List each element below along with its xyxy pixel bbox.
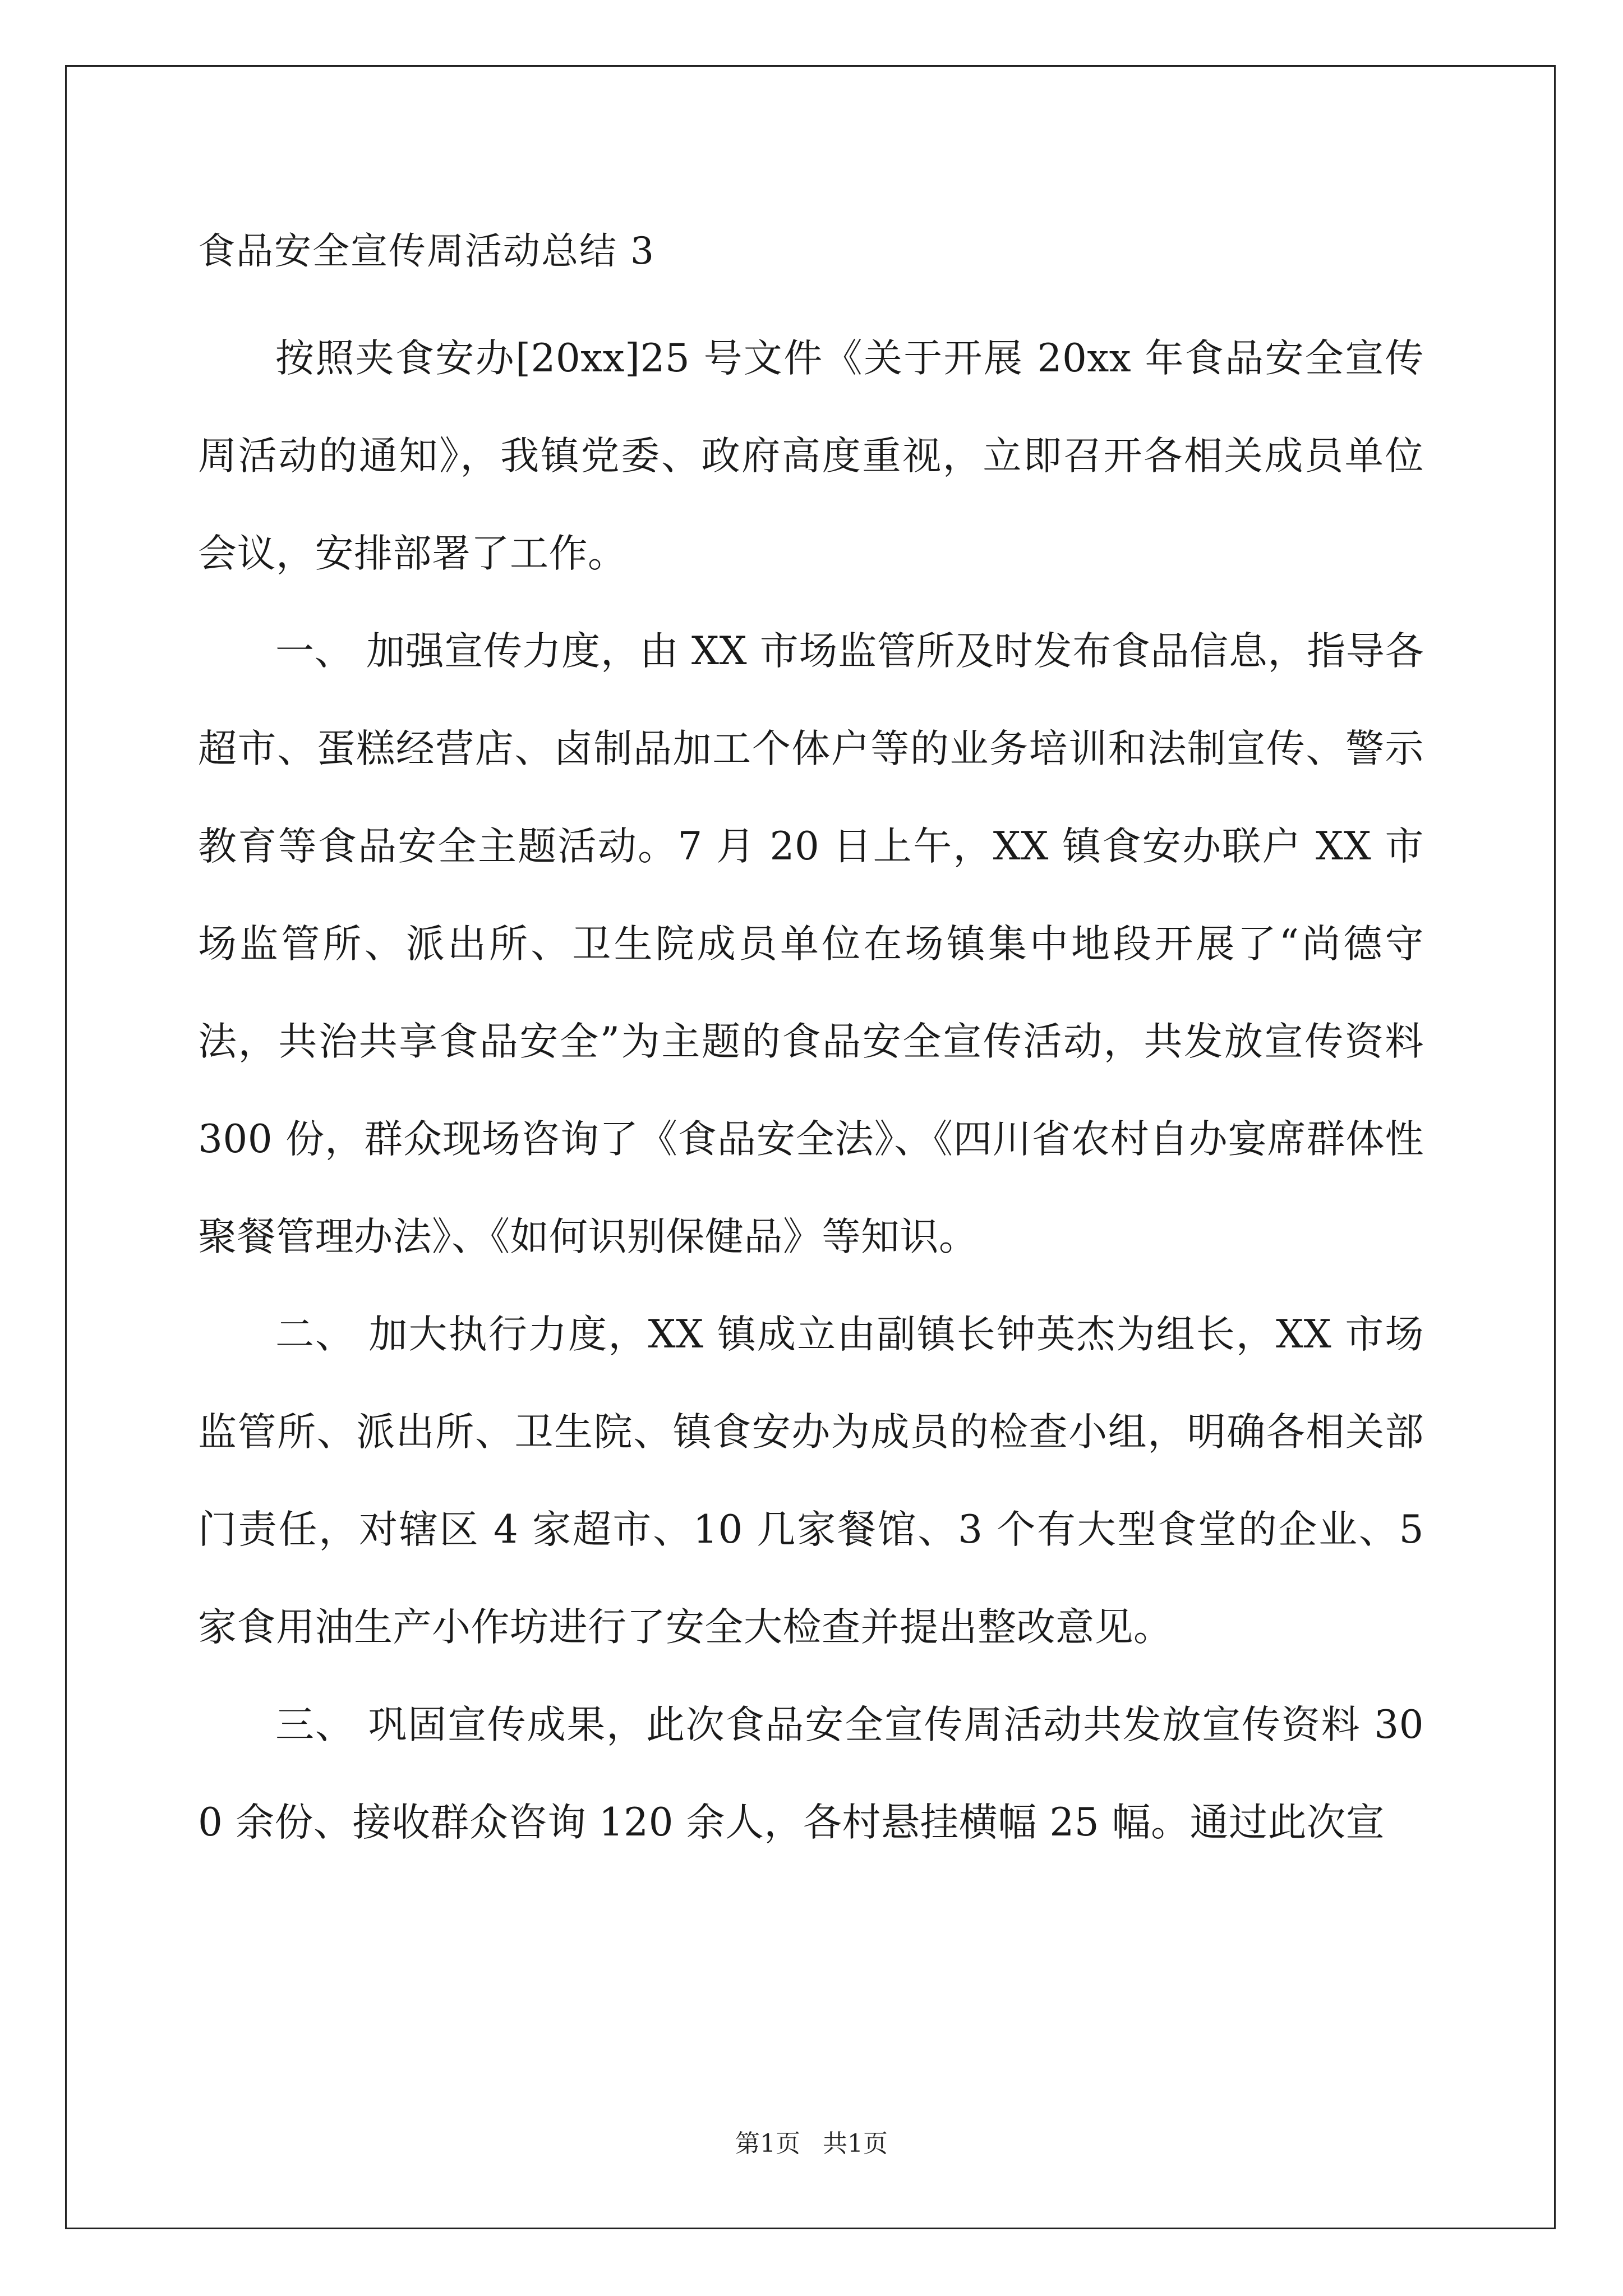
page-number-current: 第1页: [735, 2129, 800, 2158]
page-number-total: 共1页: [823, 2129, 888, 2158]
page-footer: [0, 2127, 1623, 2161]
paragraph-section-1: 一、 加强宣传力度，由 XX 市场监管所及时发布食品信息，指导各超市、蛋糕经营店、卤制品加工个体户等的业务培训和法制宣传、警示教育等食品安全主题活动。7 月 20 日上午，XX 镇食安办联户 XX 市场监管所、派出所、卫生院成员单位在场镇集中地段开展了“尚德守法，共治共享食品安全”为主题的食品安全宣传活动，共发放宣传资料 300 份，群众现场咨询了《食品安全法》、《四川省农村自办宴席群体性聚餐管理办法》、《如何识别保健品》等知识。: [198, 629, 1424, 1259]
document-body: [198, 212, 1424, 1871]
paragraph-section-3: 三、 巩固宣传成果，此次食品安全宣传周活动共发放宣传资料 300 余份、接收群众咨询 120 余人，各村悬挂横幅 25 幅。通过此次宣: [198, 1703, 1424, 1845]
paragraph-section-2: 二、 加大执行力度，XX 镇成立由副镇长钟英杰为组长，XX 市场监管所、派出所、卫生院、镇食安办为成员的检查小组，明确各相关部门责任，对辖区 4 家超市、10 几家餐馆、3 个有大型食堂的企业、5 家食用油生产小作坊进行了安全大检查并提出整改意见。: [198, 1312, 1424, 1650]
document-title: 食品安全宣传周活动总结 3: [198, 229, 655, 273]
paragraph-intro: 按照夹食安办[20xx]25 号文件《关于开展 20xx 年食品安全宣传周活动的通知》，我镇党委、政府高度重视，立即召开各相关成员单位会议，安排部署了工作。: [198, 336, 1424, 576]
